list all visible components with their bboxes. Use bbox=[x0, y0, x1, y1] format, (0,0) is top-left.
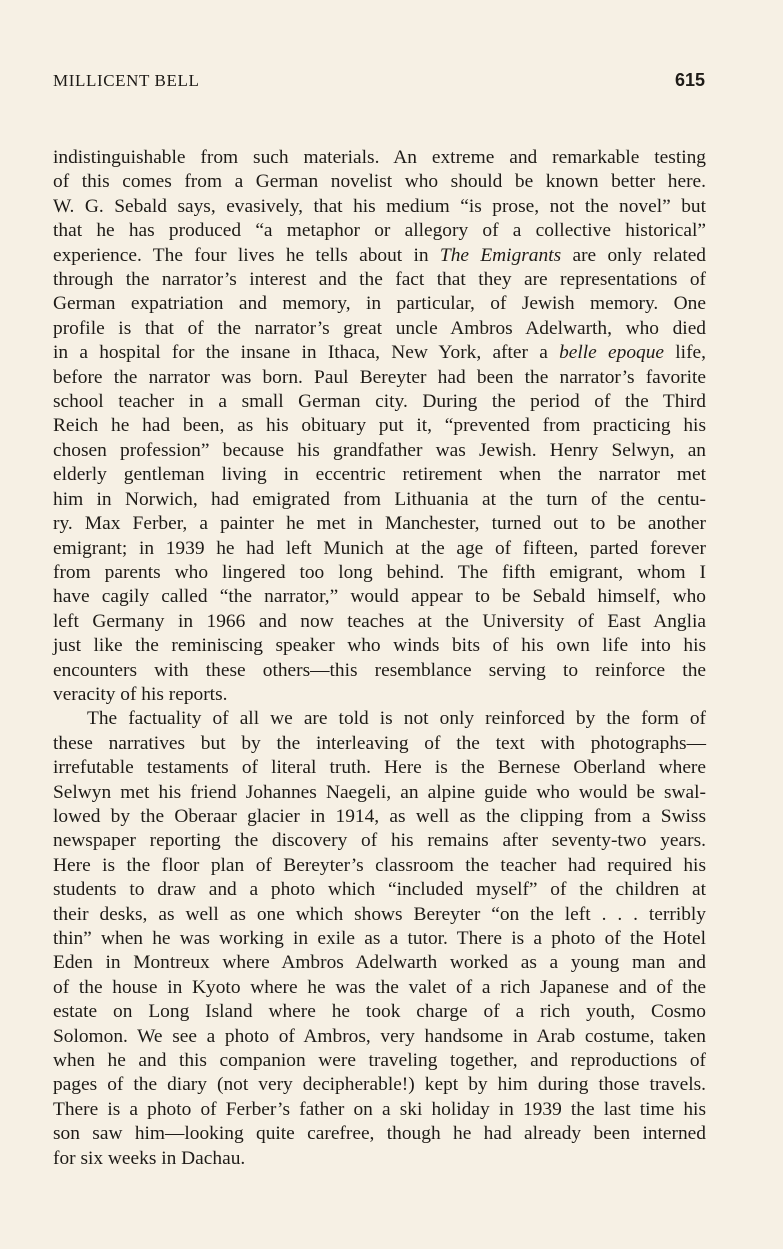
text-line: from parents who lingered too long behind. The fifth emigrant, whom I bbox=[53, 561, 706, 583]
text-line: indistinguishable from such materials. An extreme and remarkable testing bbox=[53, 147, 706, 168]
text-line: school teacher in a small German city. During the period of the Third bbox=[53, 391, 706, 413]
text-line: irrefutable testaments of literal truth. Here is the Bernese Oberland where bbox=[53, 757, 706, 779]
text-line: experience. The four lives he tells about in The Emigrants are only related bbox=[53, 244, 707, 266]
text-line: of this comes from a German novelist who should be known better here. bbox=[53, 171, 706, 193]
text-line: Selwyn met his friend Johannes Naegeli, an alpine guide who would be swal- bbox=[53, 781, 706, 803]
text-line: German expatriation and memory, in particular, of Jewish memory. One bbox=[53, 293, 706, 315]
text-line: The factuality of all we are told is not only reinforced by the form of bbox=[87, 708, 706, 730]
text-line: for six weeks in Dachau. bbox=[53, 1147, 246, 1169]
running-head-author: MILLICENT BELL bbox=[53, 71, 200, 90]
text-line: pages of the diary (not very decipherable!) kept by him during those travels. bbox=[53, 1074, 706, 1096]
italic-title: belle epoque bbox=[559, 342, 665, 364]
text-line: emigrant; in 1939 he had left Munich at the age of fifteen, parted forever bbox=[53, 537, 706, 559]
text-line: Eden in Montreux where Ambros Adelwarth worked as a young man and bbox=[53, 952, 706, 974]
page-number: 615 bbox=[674, 70, 705, 90]
text-line: ry. Max Ferber, a painter he met in Manchester, turned out to be another bbox=[53, 513, 706, 535]
text-line: these narratives but by the interleaving of the text with photographs— bbox=[53, 732, 706, 754]
text-line: elderly gentleman living in eccentric retirement when the narrator met bbox=[53, 464, 706, 486]
text-line: their desks, as well as one which shows Bereyter “on the left . . . terribly bbox=[53, 903, 706, 925]
text-line: Here is the floor plan of Bereyter’s classroom the teacher had required his bbox=[53, 854, 706, 876]
text-line: Solomon. We see a photo of Ambros, very handsome in Arab costume, taken bbox=[53, 1025, 706, 1047]
text-line: in a hospital for the insane in Ithaca, New York, after a belle epoque life, bbox=[53, 342, 706, 364]
text-line: that he has produced “a metaphor or allegory of a collective historical” bbox=[53, 220, 706, 242]
text-line: left Germany in 1966 and now teaches at the University of East Anglia bbox=[53, 610, 706, 632]
paragraph bbox=[53, 707, 706, 1171]
text-line: W. G. Sebald says, evasively, that his medium “is prose, not the novel” but bbox=[53, 195, 706, 217]
running-head bbox=[53, 70, 705, 98]
text-line: students to draw and a photo which “included myself” of the children at bbox=[53, 879, 706, 901]
text-line: thin” when he was working in exile as a tutor. There is a photo of the Hotel bbox=[53, 928, 706, 949]
text-line: through the narrator’s interest and the fact that they are representations of bbox=[53, 269, 706, 291]
text-line: Reich he had been, as his obituary put it, “prevented from practicing his bbox=[53, 415, 706, 437]
italic-title: The Emigrants bbox=[439, 244, 562, 266]
text-line: veracity of his reports. bbox=[53, 683, 228, 705]
text-line: him in Norwich, had emigrated from Lithuania at the turn of the centu- bbox=[53, 488, 706, 510]
paragraph bbox=[53, 146, 706, 707]
text-line: encounters with these others—this resemblance serving to reinforce the bbox=[53, 659, 706, 681]
text-line: lowed by the Oberaar glacier in 1914, as well as the clipping from a Swiss bbox=[53, 805, 706, 827]
text-line: of the house in Kyoto where he was the valet of a rich Japanese and of the bbox=[53, 976, 706, 998]
text-line: son saw him—looking quite carefree, though he had already been interned bbox=[53, 1123, 706, 1145]
body-text bbox=[53, 146, 706, 1171]
text-line: when he and this companion were traveling together, and reproductions of bbox=[53, 1050, 706, 1072]
text-line: profile is that of the narrator’s great uncle Ambros Adelwarth, who died bbox=[53, 317, 706, 339]
text-line: have cagily called “the narrator,” would appear to be Sebald himself, who bbox=[53, 586, 706, 608]
text-line: chosen profession” because his grandfather was Jewish. Henry Selwyn, an bbox=[53, 439, 706, 461]
text-line: just like the reminiscing speaker who winds bits of his own life into his bbox=[53, 635, 706, 657]
text-line: estate on Long Island where he took charge of a rich youth, Cosmo bbox=[53, 1001, 706, 1023]
text-line: newspaper reporting the discovery of his remains after seventy-two years. bbox=[53, 830, 706, 852]
text-line: There is a photo of Ferber’s father on a ski holiday in 1939 the last time his bbox=[53, 1098, 706, 1120]
text-line: before the narrator was born. Paul Bereyter had been the narrator’s favorite bbox=[53, 366, 706, 388]
